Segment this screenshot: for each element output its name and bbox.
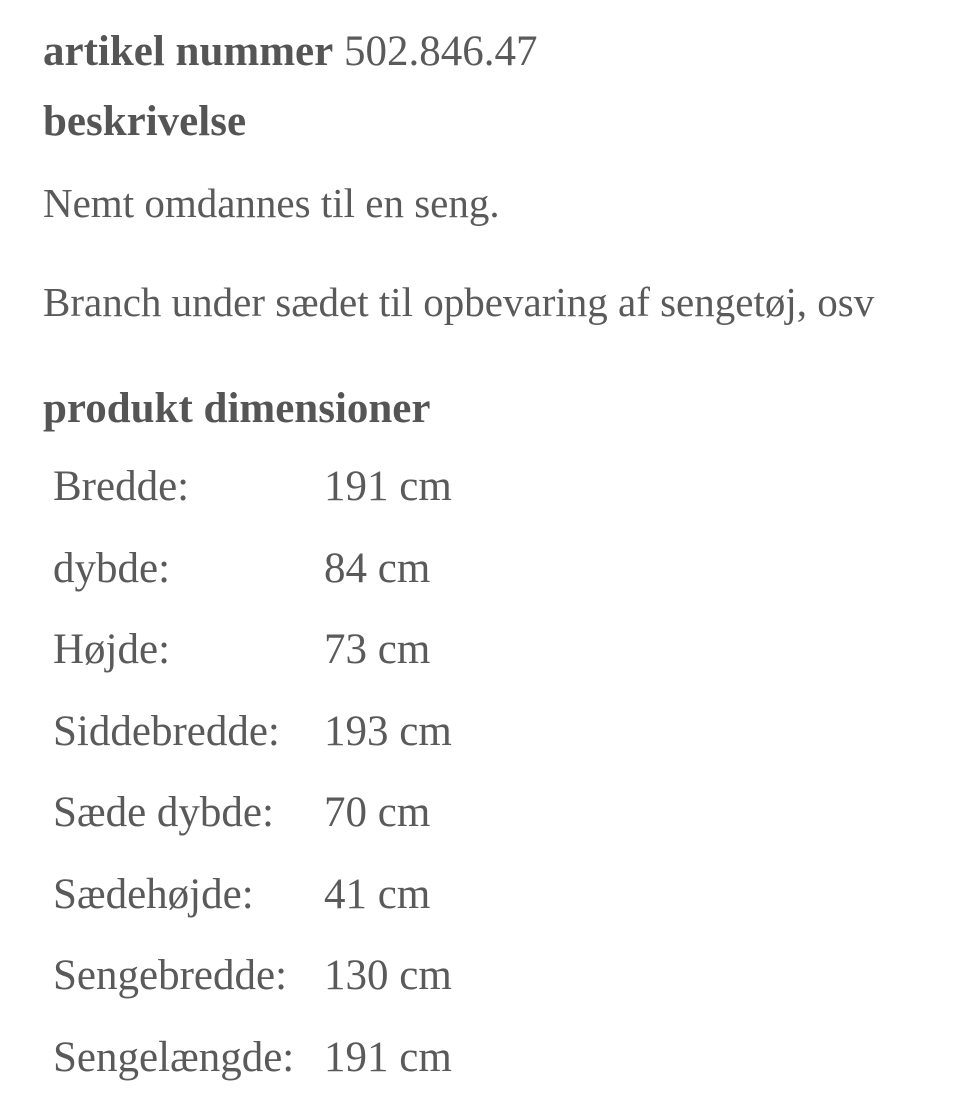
dimension-label: Sædehøjde: <box>53 869 254 921</box>
dimension-row-width <box>53 461 653 543</box>
dimensions-table <box>53 461 653 1113</box>
dimension-value: 84 cm <box>324 543 430 595</box>
dimension-label: Højde: <box>53 624 170 676</box>
dimension-label: Sengebredde: <box>53 950 287 1002</box>
dimension-value: 191 cm <box>324 1032 452 1084</box>
dimension-label: Sengelængde: <box>53 1032 294 1084</box>
dimension-label: Sæde dybde: <box>53 787 274 839</box>
dimension-row-bed-width <box>53 950 653 1032</box>
description-paragraph-2: Branch under sædet til opbevaring af sengetøj, osv <box>43 276 874 328</box>
description-paragraph-1: Nemt omdannes til en seng. <box>43 177 500 229</box>
article-number-label: artikel nummer <box>43 28 333 75</box>
dimension-value: 130 cm <box>324 950 452 1002</box>
dimension-row-height <box>53 624 653 706</box>
article-number-value: 502.846.47 <box>344 28 538 75</box>
description-heading: beskrivelse <box>43 96 246 148</box>
dimension-row-seat-width <box>53 706 653 788</box>
dimension-value: 191 cm <box>324 461 452 513</box>
dimension-label: Siddebredde: <box>53 706 280 758</box>
dimensions-heading: produkt dimensioner <box>43 383 430 435</box>
dimension-value: 70 cm <box>324 787 430 839</box>
dimension-label: dybde: <box>53 543 170 595</box>
article-number-line <box>43 26 537 78</box>
dimension-row-seat-depth <box>53 787 653 869</box>
dimension-value: 193 cm <box>324 706 452 758</box>
dimension-value: 41 cm <box>324 869 430 921</box>
dimension-row-depth <box>53 543 653 625</box>
dimension-value: 73 cm <box>324 624 430 676</box>
dimension-row-bed-length <box>53 1032 653 1113</box>
dimension-row-seat-height <box>53 869 653 951</box>
dimension-label: Bredde: <box>53 461 189 513</box>
